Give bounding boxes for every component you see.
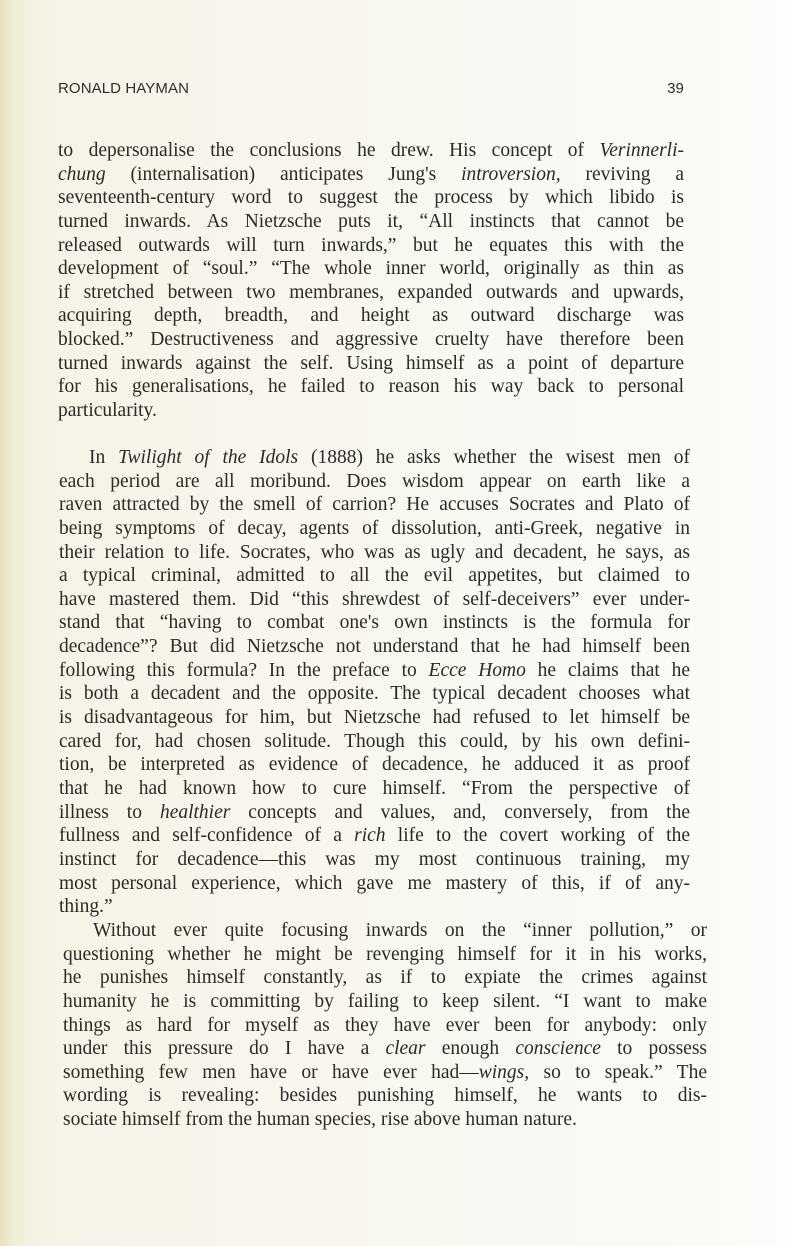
- text-run: have mastered them. Did “this shrewdest of self-deceivers” ever under-: [59, 588, 690, 610]
- text-line: [59, 682, 690, 706]
- italic-text: rich: [354, 825, 386, 847]
- text-line: [58, 375, 684, 399]
- text-line: [58, 139, 684, 163]
- text-run: is both a decadent and the opposite. The typical decadent chooses what: [59, 683, 690, 705]
- text-run: following this formula? In the preface to: [59, 659, 429, 681]
- text-run: (1888) he asks whether the wisest men of: [298, 447, 690, 468]
- text-run: illness to: [59, 801, 160, 823]
- text-line: [58, 304, 684, 328]
- text-run: most personal experience, which gave me mastery of this, if of any-: [59, 872, 690, 894]
- text-run: is disadvantageous for him, but Nietzsche had refused to let himself be: [59, 707, 690, 729]
- text-line: [63, 1084, 707, 1108]
- italic-text: Verinnerli-: [599, 140, 684, 161]
- text-run: decadence”? But did Nietzsche not understand that he had himself been: [59, 636, 690, 658]
- text-line: [58, 163, 684, 187]
- italic-text: wings,: [478, 1061, 530, 1083]
- text-run: thing.”: [59, 896, 113, 918]
- italic-text: Twilight of the Idols: [118, 447, 299, 468]
- text-line: [58, 399, 684, 423]
- text-line: [58, 257, 684, 281]
- text-run: raven attracted by the smell of carrion? He accuses Socrates and Plato of: [59, 494, 690, 516]
- text-run: that he had known how to cure himself. “From the perspective of: [59, 777, 690, 799]
- text-line: [59, 564, 690, 588]
- text-run: each period are all moribund. Does wisdom appear on earth like a: [59, 470, 690, 492]
- text-run: under this pressure do I have a: [63, 1038, 386, 1060]
- text-run: concepts and values, and, conversely, from the: [230, 801, 690, 823]
- text-run: being symptoms of decay, agents of dissolution, anti-Greek, negative in: [59, 517, 690, 539]
- paragraph-2: [59, 446, 690, 919]
- text-line: [63, 1037, 707, 1061]
- text-line: [58, 328, 684, 352]
- text-run: something few men have or have ever had—: [63, 1061, 479, 1083]
- paragraph-3: [63, 919, 707, 1132]
- text-run: so to speak.” The: [529, 1061, 707, 1083]
- text-run: turned inwards. As Nietzsche puts it, “All instincts that cannot be: [58, 210, 684, 232]
- italic-text: introversion,: [461, 163, 561, 185]
- text-line: [58, 186, 684, 210]
- text-run: stand that “having to combat one's own instincts is the formula for: [59, 612, 690, 634]
- text-run: he punishes himself constantly, as if to expiate the crimes against: [63, 967, 707, 989]
- running-header: [58, 80, 684, 102]
- text-run: particularity.: [58, 400, 157, 422]
- text-run: (internalisation) anticipates Jung's: [105, 163, 462, 185]
- text-run: to depersonalise the conclusions he drew. His concept of: [58, 140, 600, 161]
- text-line: [63, 1014, 707, 1038]
- text-line: [59, 659, 690, 683]
- text-run: life to the covert working of the: [385, 825, 690, 847]
- text-line: [59, 611, 690, 635]
- text-line: [58, 210, 684, 234]
- text-line: [59, 541, 690, 565]
- text-line: [63, 1108, 707, 1132]
- italic-text: chung: [58, 163, 106, 185]
- text-run: released outwards will turn inwards,” but he equates this with the: [58, 234, 684, 256]
- text-run: fullness and self-confidence of a: [59, 825, 355, 847]
- text-line: [59, 801, 690, 825]
- text-run: instinct for decadence—this was my most continuous training, my: [59, 848, 690, 870]
- text-run: acquiring depth, breadth, and height as outward discharge was: [58, 305, 684, 327]
- text-run: seventeenth-century word to suggest the process by which libido is: [58, 187, 684, 209]
- text-run: for his generalisations, he failed to reason his way back to personal: [58, 376, 684, 398]
- text-run: questioning whether he might be revenging himself for it in his works,: [63, 943, 707, 965]
- text-line: [59, 635, 690, 659]
- italic-text: clear: [385, 1038, 426, 1060]
- text-run: Without ever quite focusing inwards on the “inner pollution,” or: [93, 920, 707, 941]
- text-run: cared for, had chosen solitude. Though this could, by his own defini-: [59, 730, 690, 752]
- text-line: [63, 1061, 707, 1085]
- text-run: enough: [425, 1038, 516, 1060]
- text-line: [59, 895, 690, 919]
- text-run: wording is revealing: besides punishing himself, he wants to dis-: [63, 1085, 707, 1107]
- text-run: things as hard for myself as they have ever been for anybody: only: [63, 1014, 707, 1036]
- text-line: [59, 753, 690, 777]
- paragraph-1: [58, 139, 684, 423]
- text-line: [59, 470, 690, 494]
- text-line: [59, 493, 690, 517]
- running-head-author: RONALD HAYMAN: [58, 80, 190, 97]
- text-line: [59, 588, 690, 612]
- text-line: [59, 777, 690, 801]
- text-line: [59, 872, 690, 896]
- text-line: [63, 966, 707, 990]
- text-line: [59, 730, 690, 754]
- text-line: [59, 824, 690, 848]
- italic-text: conscience: [515, 1038, 601, 1060]
- text-run: a typical criminal, admitted to all the evil appetites, but claimed to: [59, 565, 690, 587]
- text-line: [58, 352, 684, 376]
- page-number: 39: [667, 80, 684, 97]
- text-line: [59, 517, 690, 541]
- text-line: [59, 446, 690, 470]
- text-run: blocked.” Destructiveness and aggressive cruelty have therefore been: [58, 329, 684, 351]
- text-line: [59, 848, 690, 872]
- text-line: [63, 943, 707, 967]
- text-run: to possess: [600, 1038, 707, 1060]
- text-run: humanity he is committing by failing to keep silent. “I want to make: [63, 990, 707, 1012]
- italic-text: Ecce Homo: [428, 659, 526, 681]
- text-run: he claims that he: [525, 659, 690, 681]
- text-line: [58, 234, 684, 258]
- text-run: development of “soul.” “The whole inner world, originally as thin as: [58, 258, 684, 280]
- text-line: [58, 281, 684, 305]
- text-run: reviving a: [560, 163, 684, 185]
- text-line: [59, 706, 690, 730]
- text-line: [63, 990, 707, 1014]
- text-run: if stretched between two membranes, expanded outwards and upwards,: [58, 281, 684, 303]
- text-run: tion, be interpreted as evidence of decadence, he adduced it as proof: [59, 754, 690, 776]
- text-run: sociate himself from the human species, rise above human nature.: [63, 1109, 577, 1131]
- text-line: [63, 919, 707, 943]
- italic-text: healthier: [159, 801, 231, 823]
- text-run: their relation to life. Socrates, who was as ugly and decadent, he says, as: [59, 541, 690, 563]
- text-run: turned inwards against the self. Using himself as a point of departure: [58, 352, 684, 374]
- text-run: In: [89, 447, 119, 468]
